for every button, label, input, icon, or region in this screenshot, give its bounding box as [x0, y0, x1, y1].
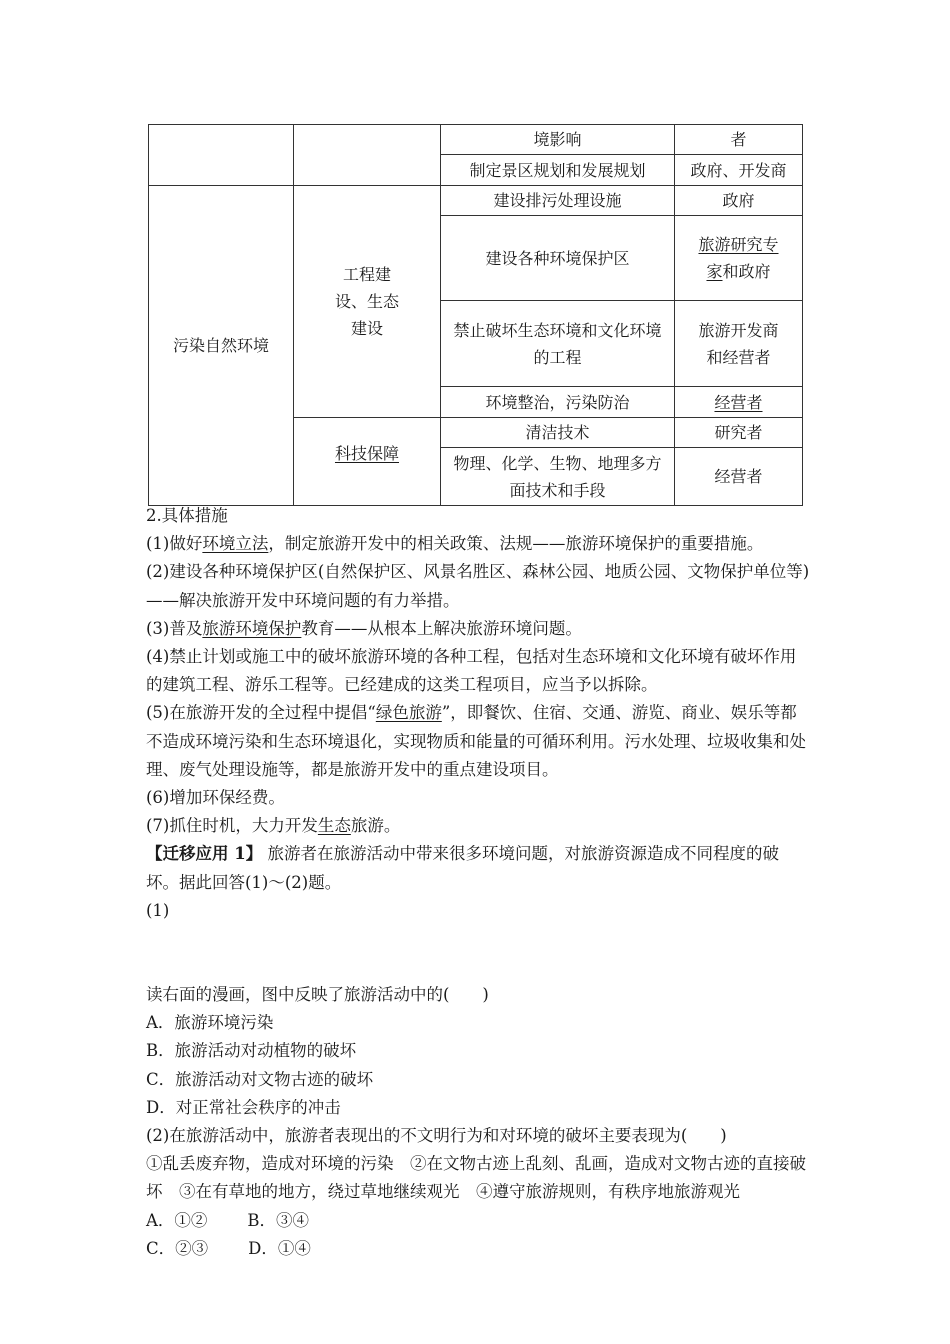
exercise-tag: 【迁移应用 1】	[146, 844, 263, 864]
question-2-items: ①乱丢废弃物，造成对环境的污染 ②在文物古迹上乱刻、乱画，造成对文物古迹的直接破坏 ③在有草地的地方，绕过草地继续观光 ④遵守旅游规则，有秩序地旅游观光	[146, 1154, 806, 1202]
question-2-options-row-2: C．②③ D．①④	[146, 1238, 311, 1258]
group-cell: 工程建设、生态建设	[294, 186, 441, 418]
section-heading: 2.具体措施	[146, 506, 228, 525]
table-cell: 政府	[675, 186, 803, 216]
measure-6: (6)增加环保经费。	[146, 788, 285, 808]
exercise-intro: 【迁移应用 1】 旅游者在旅游活动中带来很多环境问题，对旅游资源造成不同程度的破坏。据此回答(1)～(2)题。	[146, 844, 779, 892]
table-cell: 环境整治，污染防治	[441, 387, 675, 418]
option-a: A．旅游环境污染	[146, 1013, 274, 1033]
measure-3: (3)普及旅游环境保护教育——从根本上解决旅游环境问题。	[146, 618, 582, 638]
underlined-answer: 经营者	[714, 392, 763, 412]
table-cell: 建设排污处理设施	[441, 186, 675, 216]
spacer	[146, 925, 810, 981]
table-cell-empty	[149, 125, 294, 186]
table-cell: 境影响	[441, 125, 675, 155]
measure-5: (5)在旅游开发的全过程中提倡“绿色旅游”，即餐饮、住宿、交通、游览、商业、娱乐等都不造成环境污染和生态环境退化，实现物质和能量的可循环利用。污水处理、垃圾收集和处理、废气处理设施等，都是旅游开发中的重点建设项目。	[146, 703, 806, 779]
table-cell: 研究者	[675, 418, 803, 448]
option-b: B．旅游活动对动植物的破坏	[146, 1041, 357, 1061]
table-cell: 旅游开发商和经营者	[675, 301, 803, 387]
table-cell: 者	[675, 125, 803, 155]
measures-table	[148, 124, 803, 506]
option-d: D．对正常社会秩序的冲击	[146, 1097, 341, 1117]
option-c: C．旅游活动对文物古迹的破坏	[146, 1069, 374, 1089]
question-2-stem: (2)在旅游活动中，旅游者表现出的不文明行为和对环境的破坏主要表现为( )	[146, 1126, 727, 1146]
body-text	[146, 502, 810, 1263]
table-cell-empty	[294, 125, 441, 186]
measure-2: (2)建设各种环境保护区(自然保护区、风景名胜区、森林公园、地质公园、文物保护单位等)——解决旅游开发中环境问题的有力举措。	[146, 562, 810, 610]
table-cell: 禁止破坏生态环境和文化环境的工程	[441, 301, 675, 387]
measure-1: (1)做好环境立法，制定旅游开发中的相关政策、法规——旅游环境保护的重要措施。	[146, 534, 764, 554]
category-cell: 污染自然环境	[149, 186, 294, 506]
question-1-stem: 读右面的漫画，图中反映了旅游活动中的( )	[146, 985, 489, 1005]
table-cell: 政府、开发商	[675, 155, 803, 186]
table-cell	[675, 387, 803, 418]
group-cell: 科技保障	[294, 418, 441, 506]
measure-4: (4)禁止计划或施工中的破坏旅游环境的各种工程，包括对生态环境和文化环境有破坏作用的建筑工程、游乐工程等。已经建成的这类工程项目，应当予以拆除。	[146, 647, 797, 695]
measure-7: (7)抓住时机，大力开发生态旅游。	[146, 816, 401, 836]
table-cell: 经营者	[675, 448, 803, 506]
question-1-number: (1)	[146, 900, 170, 920]
question-2-options-row-1: A．①② B．③④	[146, 1210, 310, 1230]
table-text: 和政府	[722, 262, 771, 281]
table-cell: 制定景区规划和发展规划	[441, 155, 675, 186]
underlined-answer: 旅游研究专家	[698, 235, 779, 281]
table-cell: 清洁技术	[441, 418, 675, 448]
table-cell	[675, 216, 803, 301]
table-cell: 建设各种环境保护区	[441, 216, 675, 301]
table-cell: 物理、化学、生物、地理多方面技术和手段	[441, 448, 675, 506]
